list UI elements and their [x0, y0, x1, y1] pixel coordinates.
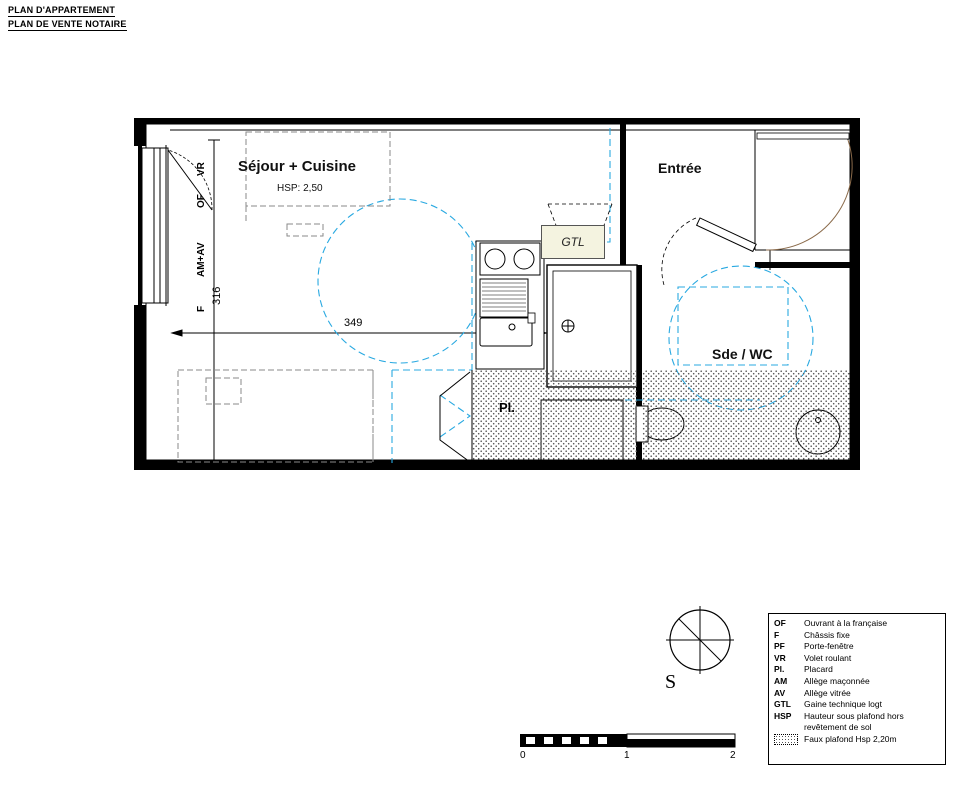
- legend-desc: Gaine technique logt: [804, 699, 882, 710]
- legend-desc: Allège maçonnée: [804, 675, 870, 686]
- legend-row: [774, 653, 940, 665]
- dimension-width: 349: [344, 317, 363, 329]
- legend-abbr: HSP: [774, 710, 792, 721]
- legend-desc: Ouvrant à la française: [804, 618, 888, 628]
- compass-south-label: S: [665, 671, 677, 693]
- legend-row: [774, 699, 940, 711]
- legend-row: [774, 618, 940, 630]
- legend-abbr: F: [774, 629, 780, 640]
- legend-abbr: AM: [774, 675, 788, 686]
- mark-am-av: AM+AV: [196, 242, 207, 277]
- legend-hatch-swatch: [774, 734, 804, 746]
- legend-desc: Porte-fenêtre: [804, 641, 854, 652]
- legend-row: [774, 664, 940, 676]
- legend-hatch-desc: Faux plafond Hsp 2,20m: [804, 733, 897, 744]
- legend-abbr: VR: [774, 652, 786, 663]
- legend-row: [774, 711, 940, 734]
- scale-tick-2: 2: [730, 750, 736, 761]
- legend-row: [774, 630, 940, 642]
- gtl-box: GTL: [541, 225, 605, 259]
- compass-rose: [655, 605, 745, 705]
- legend-desc: Volet roulant: [804, 652, 852, 663]
- legend-desc: Allège vitrée: [804, 687, 851, 698]
- room-label-placard: Pl.: [499, 400, 515, 415]
- legend-desc: Châssis fixe: [804, 629, 850, 640]
- legend-row-hatch: [774, 734, 940, 746]
- legend-box: [768, 613, 946, 765]
- scale-bar: [520, 732, 745, 772]
- legend-abbr: PF: [774, 641, 785, 652]
- legend-abbr: AV: [774, 687, 786, 698]
- legend-desc: Placard: [804, 664, 833, 675]
- legend-desc: Hauteur sous plafond hors revêtement de sol: [804, 710, 904, 733]
- legend-row: [774, 688, 940, 700]
- room-label-sde-wc: Sde / WC: [712, 346, 773, 362]
- dimension-height: 316: [211, 286, 223, 305]
- false-ceiling-outlines: [178, 132, 390, 462]
- plan-title-line-1: PLAN D'APPARTEMENT: [8, 5, 116, 15]
- mark-of: OF: [196, 194, 207, 208]
- legend-abbr: OF: [774, 618, 786, 628]
- legend-abbr: GTL: [774, 699, 791, 710]
- scale-tick-0: 0: [520, 750, 526, 761]
- kitchen-fittings: [476, 241, 544, 369]
- room-sub-label-hsp: HSP: 2,50: [277, 183, 323, 194]
- scale-tick-1: 1: [624, 750, 630, 761]
- legend-row: [774, 641, 940, 653]
- legend-table: [774, 618, 940, 746]
- room-label-entree: Entrée: [658, 160, 702, 176]
- room-label-sejour-cuisine: Séjour + Cuisine: [238, 158, 356, 175]
- mark-f: F: [196, 305, 207, 312]
- legend-abbr: Pl.: [774, 664, 785, 675]
- legend-row: [774, 676, 940, 688]
- plan-title-line-2: PLAN DE VENTE NOTAIRE: [8, 19, 127, 29]
- mark-vr: VR: [196, 162, 207, 176]
